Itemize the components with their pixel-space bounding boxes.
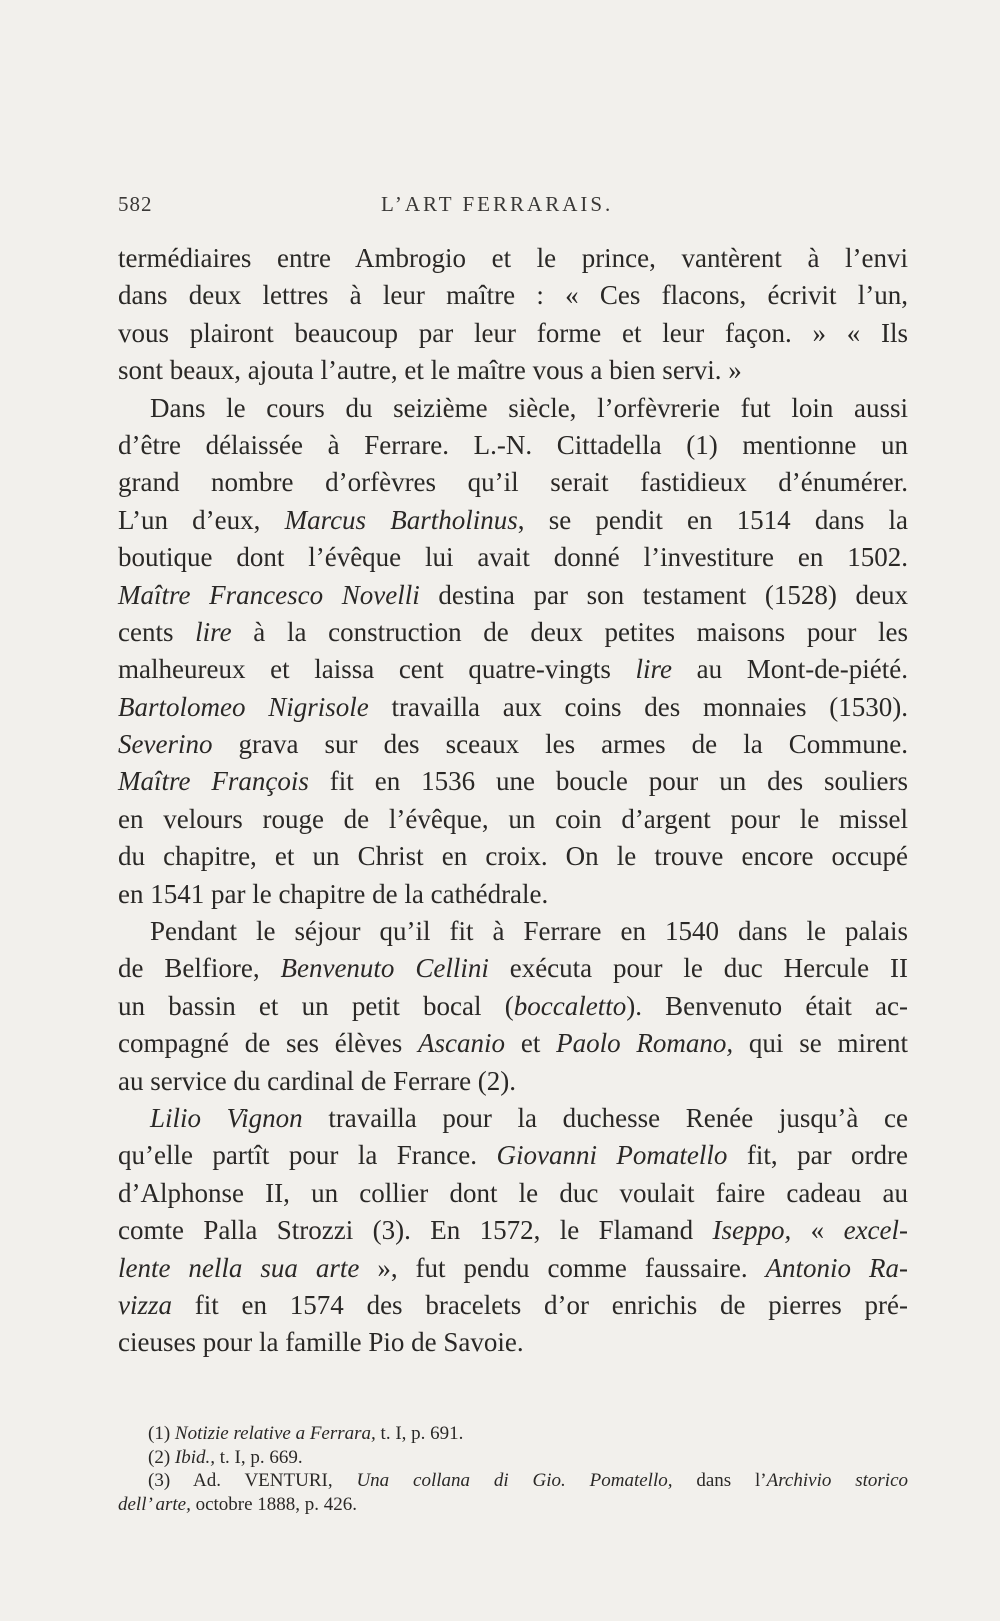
text-line	[118, 876, 908, 913]
text-line	[118, 1212, 908, 1249]
footnote-line	[118, 1493, 908, 1517]
italic-text: Lilio Vignon	[150, 1102, 303, 1133]
text-line	[118, 539, 908, 576]
text-line	[118, 1100, 908, 1137]
text-line	[118, 689, 908, 726]
text-segment: dans l’	[672, 1470, 767, 1491]
italic-text: Severino	[118, 729, 213, 760]
italic-text: lente nella sua arte	[118, 1252, 360, 1283]
text-segment: exécuta pour le duc Hercule II	[488, 953, 908, 984]
text-segment: un bassin et un petit bocal (	[118, 990, 514, 1021]
italic-text: lire	[635, 654, 673, 685]
text-line	[118, 390, 908, 427]
italic-text: Bartolomeo Nigrisole	[118, 691, 369, 722]
body-text	[118, 240, 908, 1362]
text-segment: (2)	[148, 1446, 175, 1468]
italic-text: Iseppo,	[712, 1215, 792, 1246]
text-segment: «	[791, 1215, 844, 1246]
footnote-line	[148, 1469, 908, 1493]
italic-text: Maître Francesco Novelli	[118, 579, 420, 610]
text-line	[118, 1250, 908, 1287]
text-segment: L’un d’eux,	[118, 504, 285, 535]
text-line	[118, 913, 908, 950]
text-segment: qui se mirent	[733, 1028, 908, 1059]
text-line	[118, 801, 908, 838]
text-segment: d’être délaissée à Ferrare. L.-N. Cittadella (1) mentionne un	[118, 429, 908, 460]
text-segment: boutique dont l’évêque lui avait donné l’investiture en 1502.	[118, 542, 908, 573]
text-line	[118, 577, 908, 614]
text-line	[118, 614, 908, 651]
text-segment: en 1541 par le chapitre de la cathédrale.	[118, 878, 549, 909]
text-line	[118, 315, 908, 352]
footnotes	[118, 1422, 908, 1516]
text-segment: au Mont-de-piété.	[672, 654, 908, 685]
text-segment: fit en 1574 des bracelets d’or enrichis de pierres pré-	[172, 1289, 908, 1320]
text-segment: fit, par ordre	[727, 1140, 908, 1171]
footnote-line	[148, 1446, 908, 1470]
running-title: L’ART FERRARAIS.	[381, 192, 614, 216]
text-segment: grand nombre d’orfèvres qu’il serait fastidieux d’énumérer.	[118, 467, 908, 498]
text-segment: dans deux lettres à leur maître : « Ces flacons, écrivit l’un,	[118, 280, 908, 311]
italic-text: Notizie relative a Ferrara,	[174, 1423, 376, 1444]
text-segment: au service du cardinal de Ferrare (2).	[118, 1065, 517, 1096]
text-line	[118, 277, 908, 314]
text-segment: (3) Ad. VENTURI,	[148, 1470, 357, 1491]
text-line	[118, 1025, 908, 1062]
text-segment: fit en 1536 une boucle pour un des souliers	[308, 766, 908, 797]
text-line	[118, 950, 908, 987]
text-segment: grava sur des sceaux les armes de la Commune.	[212, 729, 908, 760]
italic-text: boccaletto	[513, 990, 627, 1021]
text-segment: travailla pour la duchesse Renée jusqu’à ce	[302, 1102, 909, 1133]
text-line	[118, 240, 908, 277]
text-segment: et	[505, 1028, 557, 1059]
italic-text: Marcus Bartholinus	[284, 504, 518, 535]
text-line	[118, 1287, 908, 1324]
text-segment: octobre 1888, p. 426.	[190, 1493, 358, 1515]
text-segment: (1)	[148, 1423, 175, 1444]
text-segment: comte Palla Strozzi (3). En 1572, le Flamand	[118, 1215, 713, 1246]
text-line	[118, 352, 908, 389]
text-segment: t. I, p. 669.	[215, 1446, 303, 1468]
italic-text: Giovanni Pomatello	[496, 1140, 728, 1171]
italic-text: excel-	[843, 1215, 909, 1246]
text-segment: Dans le cours du seizième siècle, l’orfèvrerie fut loin aussi	[150, 392, 908, 423]
text-segment: du chapitre, et un Christ en croix. On le trouve encore occupé	[118, 841, 908, 872]
text-segment: qu’elle partît pour la France.	[118, 1140, 497, 1171]
text-segment: , se pendit en 1514 dans la	[517, 504, 908, 535]
text-segment: destina par son testament (1528) deux	[419, 579, 908, 610]
text-segment: t. I, p. 691.	[375, 1423, 464, 1444]
text-segment: », fut pendu comme faussaire.	[359, 1252, 766, 1283]
italic-text: Archivio storico	[766, 1470, 908, 1491]
text-line	[118, 502, 908, 539]
text-segment: compagné de ses élèves	[118, 1028, 419, 1059]
text-line	[118, 988, 908, 1025]
italic-text: Paolo Romano,	[556, 1028, 734, 1059]
text-segment: Pendant le séjour qu’il fit à Ferrare en 1540 dans le palais	[150, 916, 908, 947]
text-line	[118, 1175, 908, 1212]
text-line	[118, 464, 908, 501]
italic-text: Ibid.,	[174, 1446, 216, 1468]
text-segment: travailla aux coins des monnaies (1530).	[368, 691, 908, 722]
text-segment: cieuses pour la famille Pio de Savoie.	[118, 1327, 524, 1358]
text-line	[118, 763, 908, 800]
text-segment: d’Alphonse II, un collier dont le duc voulait faire cadeau au	[118, 1177, 908, 1208]
text-segment: en velours rouge de l’évêque, un coin d’argent pour le missel	[118, 803, 908, 834]
text-segment: ). Benvenuto était ac-	[626, 990, 908, 1021]
text-segment: termédiaires entre Ambrogio et le prince, vantèrent à l’envi	[118, 243, 908, 273]
text-line	[118, 1137, 908, 1174]
text-line	[118, 651, 908, 688]
italic-text: Maître François	[118, 766, 309, 797]
italic-text: lire	[195, 616, 232, 647]
page-number: 582	[118, 192, 153, 216]
text-segment: vous plairont beaucoup par leur forme et leur façon. » « Ils	[118, 317, 908, 348]
text-line	[118, 1324, 908, 1361]
text-line	[118, 1063, 908, 1100]
text-line	[118, 838, 908, 875]
text-line	[118, 726, 908, 763]
italic-text: vizza	[118, 1289, 172, 1320]
text-line	[118, 427, 908, 464]
text-segment: cents	[118, 616, 196, 647]
italic-text: Ascanio	[418, 1028, 506, 1059]
footnote-line	[148, 1422, 908, 1446]
text-segment: sont beaux, ajouta l’autre, et le maître vous a bien servi. »	[118, 355, 742, 386]
italic-text: Benvenuto Cellini	[280, 953, 489, 984]
italic-text: Antonio Ra-	[765, 1252, 908, 1283]
text-segment: malheureux et laissa cent quatre-vingts	[118, 654, 636, 685]
text-segment: de Belfiore,	[118, 953, 281, 984]
text-segment: à la construction de deux petites maisons pour les	[231, 616, 908, 647]
italic-text: Una collana di Gio. Pomatello,	[356, 1470, 673, 1491]
italic-text: dell’ arte,	[118, 1493, 191, 1515]
